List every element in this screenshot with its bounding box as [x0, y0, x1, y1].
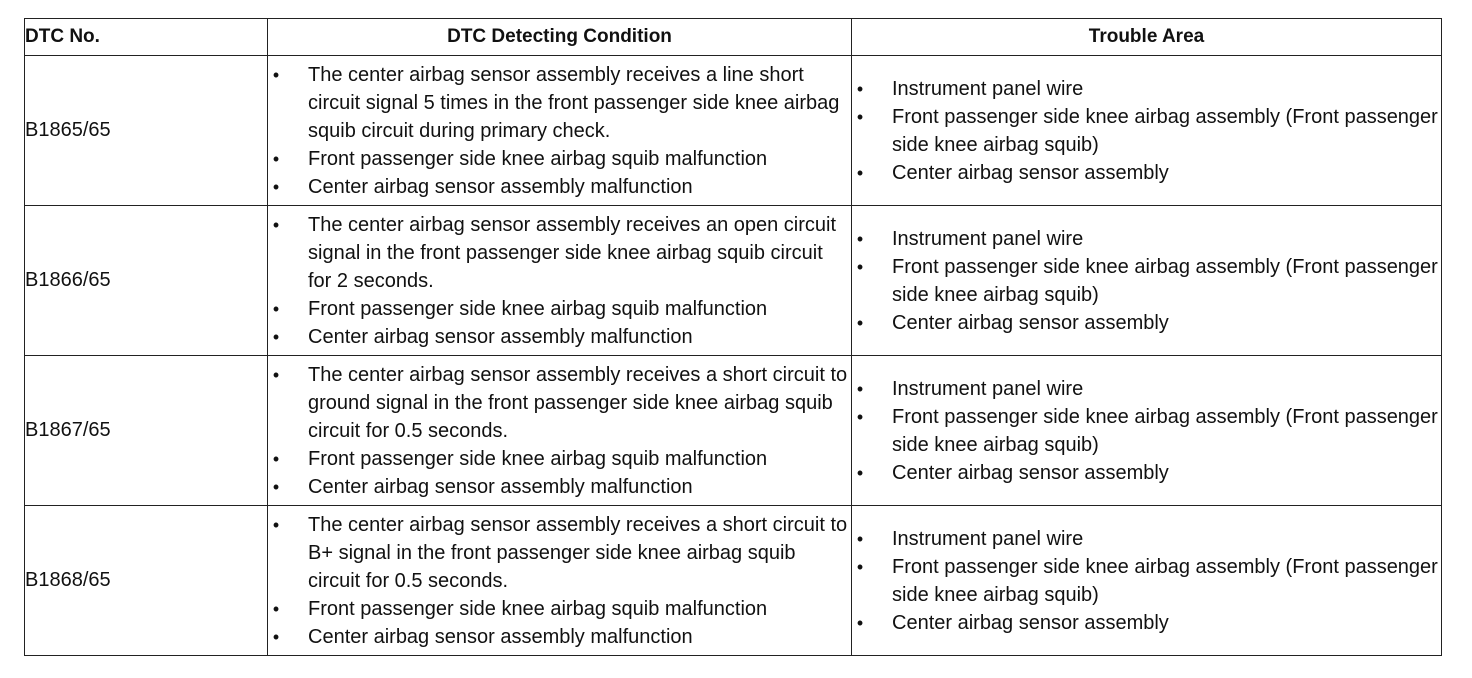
bullet-icon: • [272, 148, 280, 169]
trouble-area-item [852, 253, 1441, 309]
dtc-table [24, 18, 1442, 656]
trouble-area-item-text: Front passenger side knee airbag assembly (Front passenger side knee airbag squib) [892, 105, 1438, 156]
trouble-area-item [852, 403, 1441, 459]
dtc-code-cell: B1865/65 [25, 56, 268, 206]
trouble-area-cell [852, 56, 1442, 206]
trouble-area-item-text: Instrument panel wire [892, 77, 1084, 100]
trouble-area-cell [852, 206, 1442, 356]
bullet-icon: • [856, 312, 864, 333]
trouble-area-cell [852, 506, 1442, 656]
trouble-area-item-text: Center airbag sensor assembly [892, 161, 1169, 184]
condition-item [268, 295, 851, 323]
bullet-icon: • [856, 528, 864, 549]
bullet-icon: • [272, 298, 280, 319]
bullet-icon: • [856, 378, 864, 399]
condition-cell [268, 506, 852, 656]
condition-item [268, 173, 851, 201]
bullet-icon: • [856, 612, 864, 633]
bullet-icon: • [272, 448, 280, 469]
condition-cell-list [268, 61, 851, 201]
condition-item [268, 473, 851, 501]
bullet-icon: • [272, 514, 280, 535]
bullet-icon: • [272, 176, 280, 197]
trouble-area-item [852, 553, 1441, 609]
condition-item [268, 61, 851, 145]
table-row [25, 356, 1442, 506]
bullet-icon: • [272, 598, 280, 619]
bullet-icon: • [272, 364, 280, 385]
condition-item-text: The center airbag sensor assembly receives a short circuit to B+ signal in the front passenger side knee airbag squib circuit for 0.5 seconds. [308, 513, 848, 592]
bullet-icon: • [272, 626, 280, 647]
condition-item-text: Front passenger side knee airbag squib malfunction [308, 297, 768, 320]
trouble-area-item-text: Center airbag sensor assembly [892, 311, 1169, 334]
bullet-icon: • [856, 256, 864, 277]
bullet-icon: • [856, 406, 864, 427]
trouble-area-item-text: Center airbag sensor assembly [892, 611, 1169, 634]
condition-item-text: The center airbag sensor assembly receives a short circuit to ground signal in the front passenger side knee airbag squib circuit for 0.5 seconds. [308, 363, 848, 442]
bullet-icon: • [856, 228, 864, 249]
trouble-area-cell-list [852, 375, 1441, 487]
trouble-area-cell-list [852, 225, 1441, 337]
trouble-area-item [852, 459, 1441, 487]
condition-cell [268, 56, 852, 206]
condition-item-text: Front passenger side knee airbag squib malfunction [308, 447, 768, 470]
table-row [25, 56, 1442, 206]
trouble-area-cell [852, 356, 1442, 506]
trouble-area-item-text: Front passenger side knee airbag assembly (Front passenger side knee airbag squib) [892, 405, 1438, 456]
condition-item [268, 623, 851, 651]
trouble-area-item [852, 225, 1441, 253]
table-body [25, 56, 1442, 656]
bullet-icon: • [272, 64, 280, 85]
trouble-area-item-text: Front passenger side knee airbag assembly (Front passenger side knee airbag squib) [892, 555, 1438, 606]
trouble-area-cell-list [852, 525, 1441, 637]
condition-cell-list [268, 211, 851, 351]
condition-item [268, 211, 851, 295]
condition-cell-list [268, 511, 851, 651]
header-detecting-condition: DTC Detecting Condition [268, 19, 852, 56]
table-row [25, 206, 1442, 356]
bullet-icon: • [272, 476, 280, 497]
condition-item [268, 323, 851, 351]
bullet-icon: • [272, 214, 280, 235]
trouble-area-item-text: Center airbag sensor assembly [892, 461, 1169, 484]
table-header-row [25, 19, 1442, 56]
bullet-icon: • [856, 162, 864, 183]
trouble-area-item [852, 309, 1441, 337]
condition-cell [268, 356, 852, 506]
condition-item-text: The center airbag sensor assembly receives an open circuit signal in the front passenger side knee airbag squib circuit for 2 seconds. [308, 213, 837, 292]
trouble-area-item-text: Instrument panel wire [892, 377, 1084, 400]
bullet-icon: • [856, 78, 864, 99]
trouble-area-item [852, 525, 1441, 553]
condition-item-text: Center airbag sensor assembly malfunction [308, 625, 693, 648]
condition-item [268, 361, 851, 445]
header-trouble-area: Trouble Area [852, 19, 1442, 56]
trouble-area-item [852, 609, 1441, 637]
trouble-area-item-text: Front passenger side knee airbag assembly (Front passenger side knee airbag squib) [892, 255, 1438, 306]
condition-item-text: Center airbag sensor assembly malfunction [308, 175, 693, 198]
trouble-area-item [852, 159, 1441, 187]
dtc-code-cell: B1867/65 [25, 356, 268, 506]
trouble-area-cell-list [852, 75, 1441, 187]
dtc-code-cell: B1868/65 [25, 506, 268, 656]
condition-item-text: Center airbag sensor assembly malfunction [308, 325, 693, 348]
condition-item [268, 511, 851, 595]
trouble-area-item-text: Instrument panel wire [892, 227, 1084, 250]
table-row [25, 506, 1442, 656]
condition-item [268, 595, 851, 623]
condition-item-text: Front passenger side knee airbag squib malfunction [308, 147, 768, 170]
trouble-area-item [852, 375, 1441, 403]
condition-item-text: Front passenger side knee airbag squib malfunction [308, 597, 768, 620]
header-dtc-no: DTC No. [25, 19, 268, 56]
condition-cell-list [268, 361, 851, 501]
dtc-code-cell: B1866/65 [25, 206, 268, 356]
condition-item-text: The center airbag sensor assembly receives a line short circuit signal 5 times in the front passenger side knee airbag squib circuit during primary check. [308, 63, 840, 142]
bullet-icon: • [856, 106, 864, 127]
condition-cell [268, 206, 852, 356]
trouble-area-item [852, 75, 1441, 103]
condition-item [268, 145, 851, 173]
bullet-icon: • [856, 556, 864, 577]
trouble-area-item [852, 103, 1441, 159]
trouble-area-item-text: Instrument panel wire [892, 527, 1084, 550]
bullet-icon: • [272, 326, 280, 347]
condition-item [268, 445, 851, 473]
condition-item-text: Center airbag sensor assembly malfunction [308, 475, 693, 498]
bullet-icon: • [856, 462, 864, 483]
